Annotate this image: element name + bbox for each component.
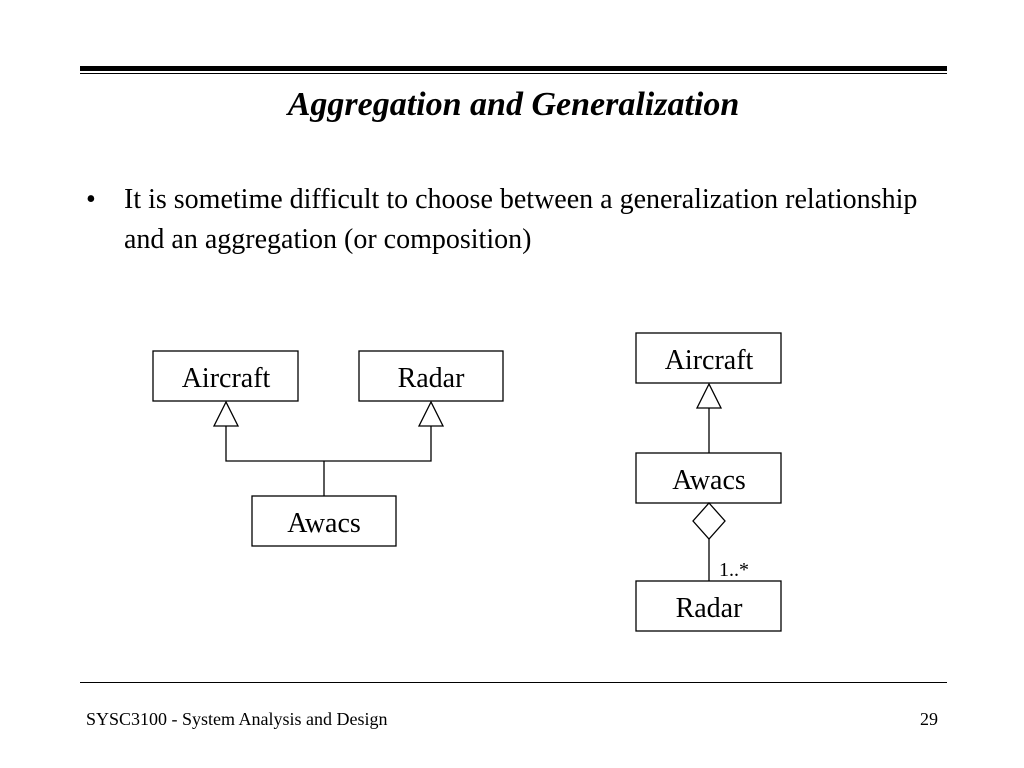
bullet-text: It is sometime difficult to choose between a generalization relationship and an aggregation (or composition) xyxy=(124,184,918,255)
aggregation-diamond-icon xyxy=(693,503,725,539)
class-label-radar-right: Radar xyxy=(675,593,743,624)
generalization-arrowhead-aircraft xyxy=(214,402,238,426)
footer-rule xyxy=(80,682,947,683)
multiplicity-label: 1..* xyxy=(719,559,749,581)
bullet-dot-icon: • xyxy=(86,184,96,215)
generalization-connector xyxy=(226,426,431,461)
class-label-awacs-right: Awacs xyxy=(672,465,746,496)
slide-title: Aggregation and Generalization xyxy=(287,86,740,123)
generalization-arrowhead-aircraft-right xyxy=(697,384,721,408)
footer-course-title: SYSC3100 - System Analysis and Design xyxy=(86,709,388,729)
class-label-aircraft-left: Aircraft xyxy=(181,363,271,394)
page-number: 29 xyxy=(920,709,938,729)
class-label-aircraft-right: Aircraft xyxy=(664,345,754,376)
class-label-awacs-left: Awacs xyxy=(287,508,361,539)
class-label-radar-left: Radar xyxy=(397,363,465,394)
generalization-arrowhead-radar xyxy=(419,402,443,426)
